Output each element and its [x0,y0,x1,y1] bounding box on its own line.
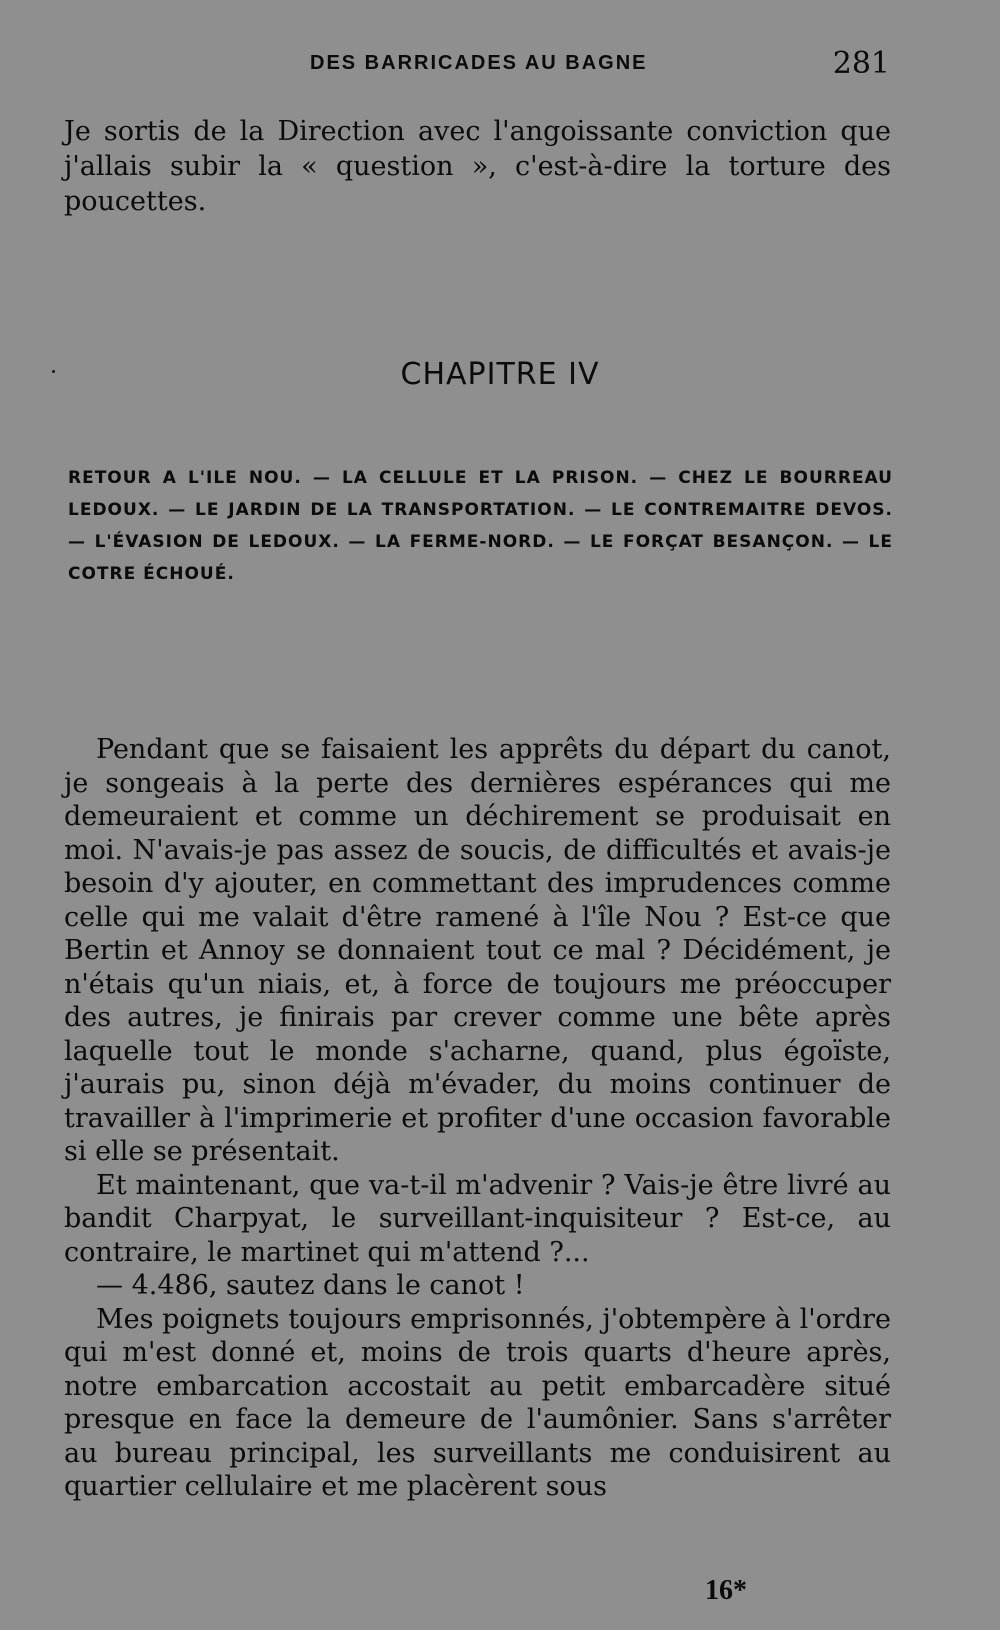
chapter-body [64,733,891,1504]
signature-mark: 16* [705,1575,747,1606]
opening-paragraph: Je sortis de la Direction avec l'angoissante conviction que j'allais subir la « question », c'est-à-dire la torture des poucettes. [64,116,891,217]
body-paragraph: Et maintenant, que va-t-il m'advenir ? Vais-je être livré au bandit Charpyat, le surveillant-inquisiteur ? Est-ce, au contraire, le martinet qui m'attend ?... [64,1169,891,1268]
running-title: DES BARRICADES AU BAGNE [310,52,648,74]
page-number: 281 [832,46,890,81]
body-paragraph: — 4.486, sautez dans le canot ! [96,1270,525,1301]
body-paragraph: Mes poignets toujours emprisonnés, j'obtempère à l'ordre qui m'est donné et, moins de trois quarts d'heure après, notre embarcation accostait au petit embarcadère situé presque en face la demeure de l'aumônier. Sans s'arrêter au bureau principal, les surveillants me conduisirent au quartier cellulaire et me placèrent sous [64,1303,891,1502]
body-paragraph: Pendant que se faisaient les apprêts du départ du canot, je songeais à la perte des dernières espérances qui me demeuraient et comme un déchirement se produisait en moi. N'avais-je pas assez de soucis, de difficultés et avais-je besoin d'y ajouter, en commettant des imprudences comme celle qui me valait d'être ramené à l'île Nou ? Est-ce que Bertin et Annoy se donnaient tout ce mal ? Décidément, je n'étais qu'un niais, et, à force de toujours me préoccuper des autres, je finirais par crever comme une bête après laquelle tout le monde s'acharne, quand, plus égoïste, j'aurais pu, sinon déjà m'évader, du moins continuer de travailler à l'imprimerie et profiter d'une occasion favorable si elle se présentait. [64,734,891,1167]
chapter-title: CHAPITRE IV [400,357,600,392]
chapter-summary: RETOUR A L'ILE NOU. — LA CELLULE ET LA PRISON. — CHEZ LE BOURREAU LEDOUX. — LE JARDIN DE LA TRANSPORTATION. — LE CONTREMAITRE DEVOS. — L'ÉVASION DE LEDOUX. — LA FERME-NORD. — LE FORÇAT BESANÇON. — LE COTRE ÉCHOUÉ. [68,468,893,584]
